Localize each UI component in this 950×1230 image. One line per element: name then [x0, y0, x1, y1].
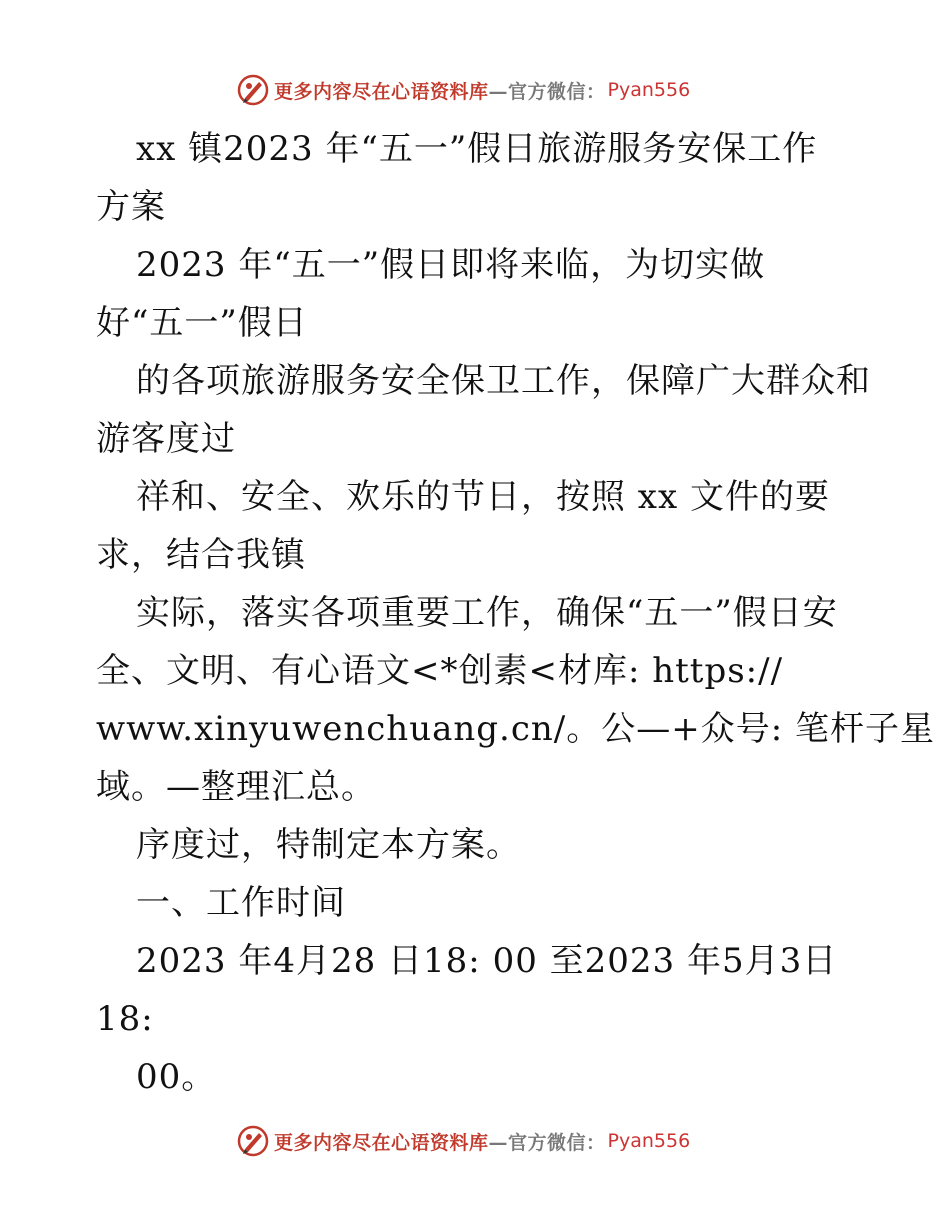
paragraph-line: 序度过，特制定本方案。 — [136, 825, 521, 865]
paragraph-line: 域。—整理汇总。 — [96, 767, 376, 807]
banner-text: 更多内容尽在心语资料库 — [274, 80, 489, 103]
paragraph-line: www.xinyuwenchuang.cn/。公—+众号: 笔杆子星 — [96, 709, 935, 749]
paragraph-line: 的各项旅游服务安全保卫工作，保障广大群众和 — [136, 361, 871, 401]
paragraph-line: 求，结合我镇 — [96, 535, 306, 575]
banner-separator: —官方微信： — [488, 80, 606, 103]
paragraph-line: 好“五一”假日 — [96, 303, 308, 343]
banner-separator: —官方微信： — [488, 1131, 606, 1154]
section-heading: 一、工作时间 — [136, 883, 346, 923]
banner-wechat-id: Pyan556 — [607, 1130, 691, 1152]
paragraph-line: 18: — [96, 999, 154, 1039]
title-line-2: 方案 — [96, 187, 166, 227]
title-line-1: xx 镇2023 年“五一”假日旅游服务安保工作 — [136, 129, 818, 169]
header-banner — [236, 70, 690, 110]
banner-text: 更多内容尽在心语资料库 — [274, 1131, 489, 1154]
banner-wechat-id: Pyan556 — [607, 79, 691, 101]
paragraph-line: 游客度过 — [96, 419, 236, 459]
paragraph-line: 2023 年“五一”假日即将来临，为切实做 — [136, 245, 766, 285]
paragraph-line: 祥和、安全、欢乐的节日，按照 xx 文件的要 — [136, 477, 830, 517]
footer-banner — [236, 1121, 690, 1161]
pen-logo-icon — [236, 1124, 270, 1158]
paragraph-line: 2023 年4月28 日18: 00 至2023 年5月3日 — [136, 941, 838, 981]
paragraph-line: 全、文明、有心语文<*创素<材库: https:// — [96, 651, 784, 691]
pen-logo-icon — [236, 73, 270, 107]
paragraph-line: 00。 — [136, 1057, 217, 1097]
document-body — [96, 120, 935, 1106]
paragraph-line: 实际，落实各项重要工作，确保“五一”假日安 — [136, 593, 838, 633]
